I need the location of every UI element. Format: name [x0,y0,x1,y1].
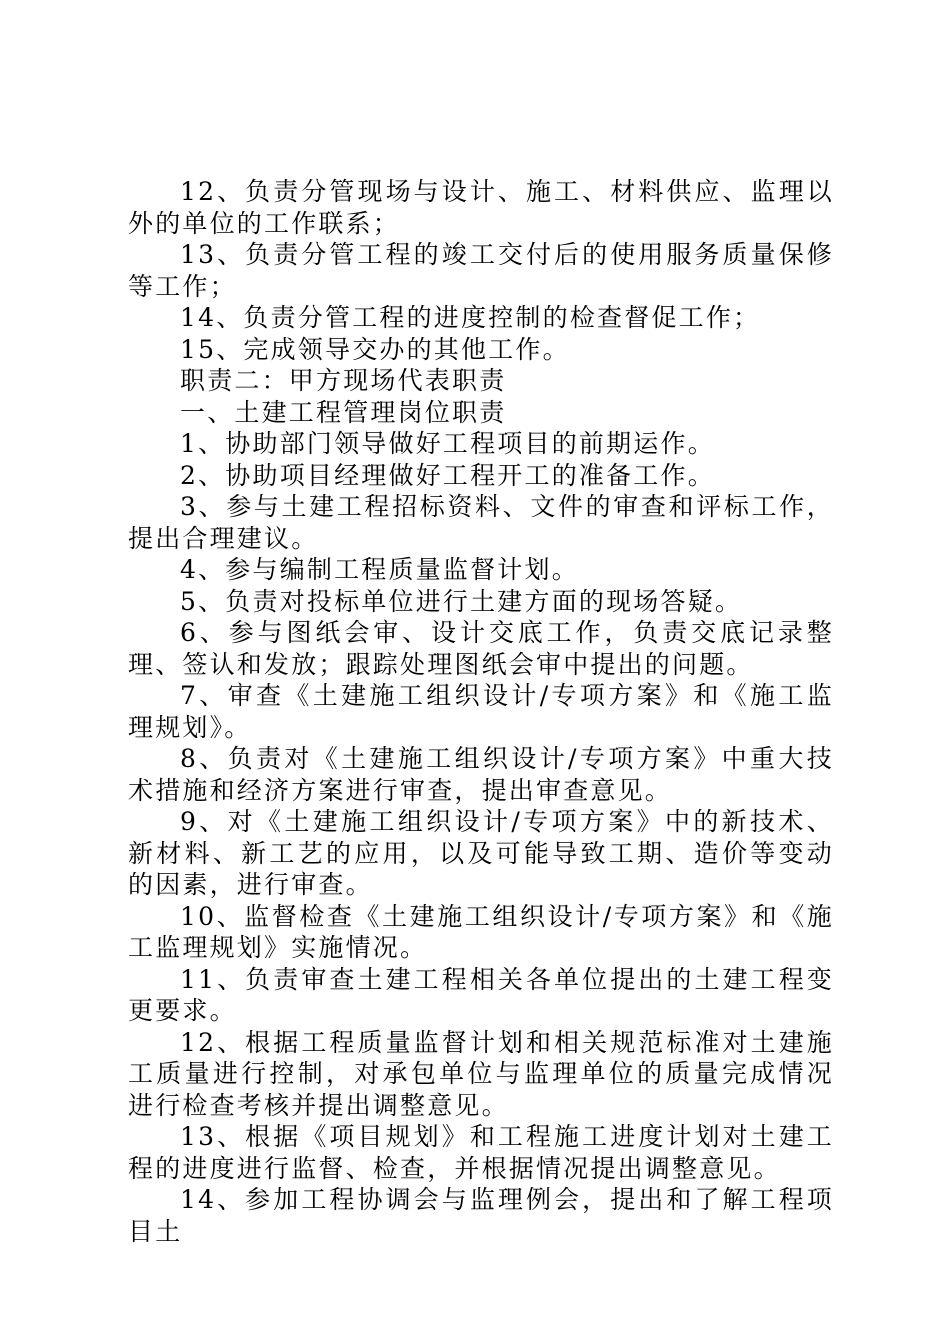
paragraph-item-5: 5、负责对投标单位进行土建方面的现场答疑。 [180,586,743,616]
document-body [128,176,834,1247]
paragraph-item-13-schedule: 13、根据《项目规划》和工程施工进度计划对土建工程的进度进行监督、检查，并根据情况提出调整意见。 [128,1122,834,1183]
paragraph-item-12-quality: 12、根据工程质量监督计划和相关规范标准对土建施工质量进行控制，对承包单位与监理单位的质量完成情况进行检查考核并提出调整意见。 [128,1027,834,1120]
paragraph-item-4: 4、参与编制工程质量监督计划。 [180,555,579,584]
paragraph-item-14-progress: 14、负责分管工程的进度控制的检查督促工作； [180,303,761,332]
paragraph-item-9: 9、对《土建施工组织设计/专项方案》中的新技术、新材料、新工艺的应用，以及可能导致工期、造价等变动的因素，进行审查。 [128,807,834,899]
paragraph-item-13-warranty: 13、负责分管工程的竣工交付后的使用服务质量保修等工作； [128,240,834,301]
paragraph-item-7: 7、审查《土建施工组织设计/专项方案》和《施工监理规划》。 [128,681,834,742]
subsection-heading-civil: 一、土建工程管理岗位职责 [180,397,507,427]
paragraph-item-11: 11、负责审查土建工程相关各单位提出的土建工程变更要求。 [128,964,834,1025]
paragraph-item-2: 2、协助项目经理做好工程开工的准备工作。 [180,460,715,490]
paragraph-item-12-liaison: 12、负责分管现场与设计、施工、材料供应、监理以外的单位的工作联系； [128,177,834,238]
section-heading-duty-two: 职责二：甲方现场代表职责 [180,366,507,395]
paragraph-item-1: 1、协助部门领导做好工程项目的前期运作。 [180,429,715,458]
paragraph-item-10: 10、监督检查《土建施工组织设计/专项方案》和《施工监理规划》实施情况。 [128,901,834,962]
paragraph-item-15-other: 15、完成领导交办的其他工作。 [180,334,570,364]
paragraph-item-8: 8、负责对《土建施工组织设计/专项方案》中重大技术措施和经济方案进行审查，提出审查意见。 [128,744,834,805]
paragraph-item-6: 6、参与图纸会审、设计交底工作，负责交底记录整理、签认和发放；跟踪处理图纸会审中提出的问题。 [128,618,834,679]
paragraph-item-14-meetings: 14、参加工程协调会与监理例会，提出和了解工程项目土 [128,1185,834,1246]
paragraph-item-3: 3、参与土建工程招标资料、文件的审查和评标工作，提出合理建议。 [128,492,834,553]
